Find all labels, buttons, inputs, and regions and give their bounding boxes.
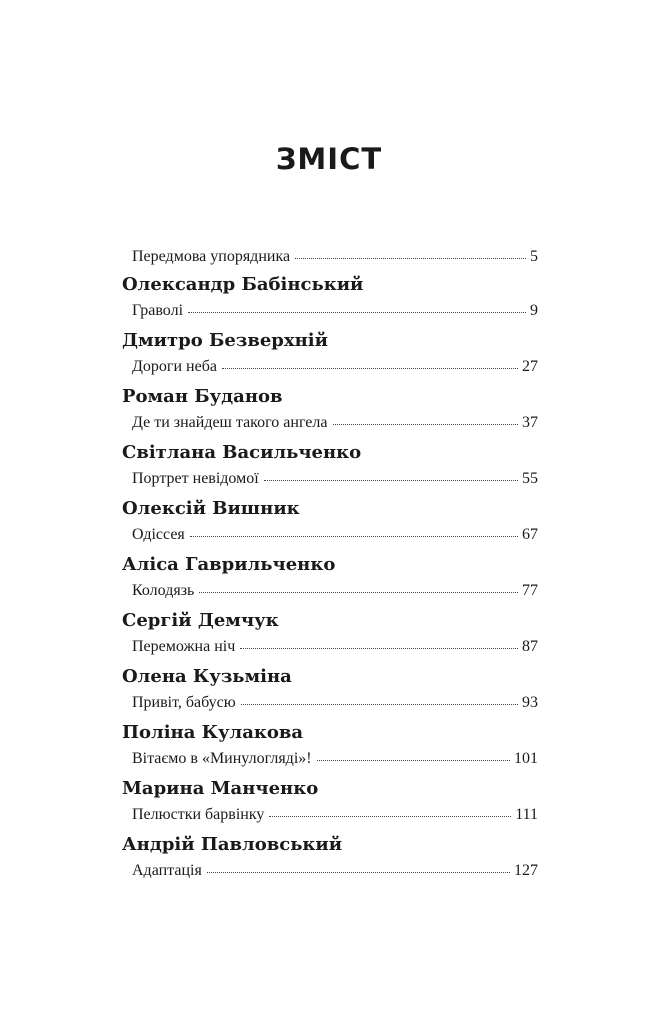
- page-title: ЗМІСТ: [275, 142, 383, 176]
- toc-section: [122, 552, 538, 608]
- author-name: Марина Манченко: [122, 778, 319, 799]
- page-number: 77: [522, 582, 538, 599]
- toc-entry[interactable]: [132, 578, 538, 604]
- entry-title: Де ти знайдеш такого ангела: [132, 414, 328, 431]
- dot-leader: [241, 704, 518, 705]
- toc-entry[interactable]: [132, 244, 538, 270]
- page-number: 101: [514, 750, 538, 767]
- dot-leader: [317, 760, 510, 761]
- toc-section: [122, 272, 538, 328]
- author-name: Сергій Демчук: [122, 610, 279, 631]
- author-name: Світлана Васильченко: [122, 442, 362, 463]
- entry-title: Дороги неба: [132, 358, 217, 375]
- author-name: Олена Кузьміна: [122, 666, 292, 687]
- dot-leader: [188, 312, 526, 313]
- toc-section: [122, 440, 538, 496]
- author-name: Олександр Бабінський: [122, 274, 364, 295]
- toc-section: [122, 832, 538, 888]
- page-number: 55: [522, 470, 538, 487]
- toc-entry[interactable]: [132, 354, 538, 380]
- entry-title: Вітаємо в «Минулогляді»!: [132, 750, 312, 767]
- dot-leader: [240, 648, 518, 649]
- table-of-contents: [122, 244, 538, 888]
- author-name: Аліса Гаврильченко: [122, 554, 336, 575]
- toc-section: [122, 328, 538, 384]
- entry-title: Привіт, бабусю: [132, 694, 236, 711]
- entry-title: Портрет невідомої: [132, 470, 259, 487]
- dot-leader: [333, 424, 519, 425]
- toc-section: [122, 776, 538, 832]
- toc-section: [122, 496, 538, 552]
- toc-section: [122, 608, 538, 664]
- toc-entry[interactable]: [132, 802, 538, 828]
- entry-title: Граволі: [132, 302, 184, 319]
- dot-leader: [207, 872, 510, 873]
- dot-leader: [222, 368, 518, 369]
- page-number: 111: [515, 806, 538, 823]
- toc-section: [122, 720, 538, 776]
- page-number: 37: [522, 414, 538, 431]
- entry-title: Колодязь: [132, 582, 195, 599]
- toc-intro: [132, 244, 538, 272]
- author-name: Олексій Вишник: [122, 498, 300, 519]
- author-name: Дмитро Безверхній: [122, 330, 328, 351]
- toc-entry[interactable]: [132, 690, 538, 716]
- page-number: 87: [522, 638, 538, 655]
- toc-entry[interactable]: [132, 858, 538, 884]
- author-name: Роман Буданов: [122, 386, 283, 407]
- dot-leader: [190, 536, 518, 537]
- page-number: 93: [522, 694, 538, 711]
- entry-title: Адаптація: [132, 862, 202, 879]
- page-number: 127: [514, 862, 538, 879]
- author-name: Поліна Кулакова: [122, 722, 304, 743]
- entry-title: Переможна ніч: [132, 638, 236, 655]
- toc-entry[interactable]: [132, 746, 538, 772]
- page-number: 67: [522, 526, 538, 543]
- entry-title: Пелюстки барвінку: [132, 806, 265, 823]
- page-number: 27: [522, 358, 538, 375]
- toc-section: [122, 384, 538, 440]
- entry-title: Одіссея: [132, 526, 185, 543]
- entry-title: Передмова упорядника: [132, 248, 291, 265]
- dot-leader: [264, 480, 518, 481]
- toc-entry[interactable]: [132, 634, 538, 660]
- page-number: 9: [530, 302, 538, 319]
- toc-section: [122, 664, 538, 720]
- author-name: Андрій Павловський: [122, 834, 343, 855]
- dot-leader: [269, 816, 511, 817]
- toc-entry[interactable]: [132, 466, 538, 492]
- dot-leader: [295, 258, 526, 259]
- toc-entry[interactable]: [132, 298, 538, 324]
- page-number: 5: [530, 248, 538, 265]
- toc-entry[interactable]: [132, 522, 538, 548]
- dot-leader: [199, 592, 518, 593]
- toc-entry[interactable]: [132, 410, 538, 436]
